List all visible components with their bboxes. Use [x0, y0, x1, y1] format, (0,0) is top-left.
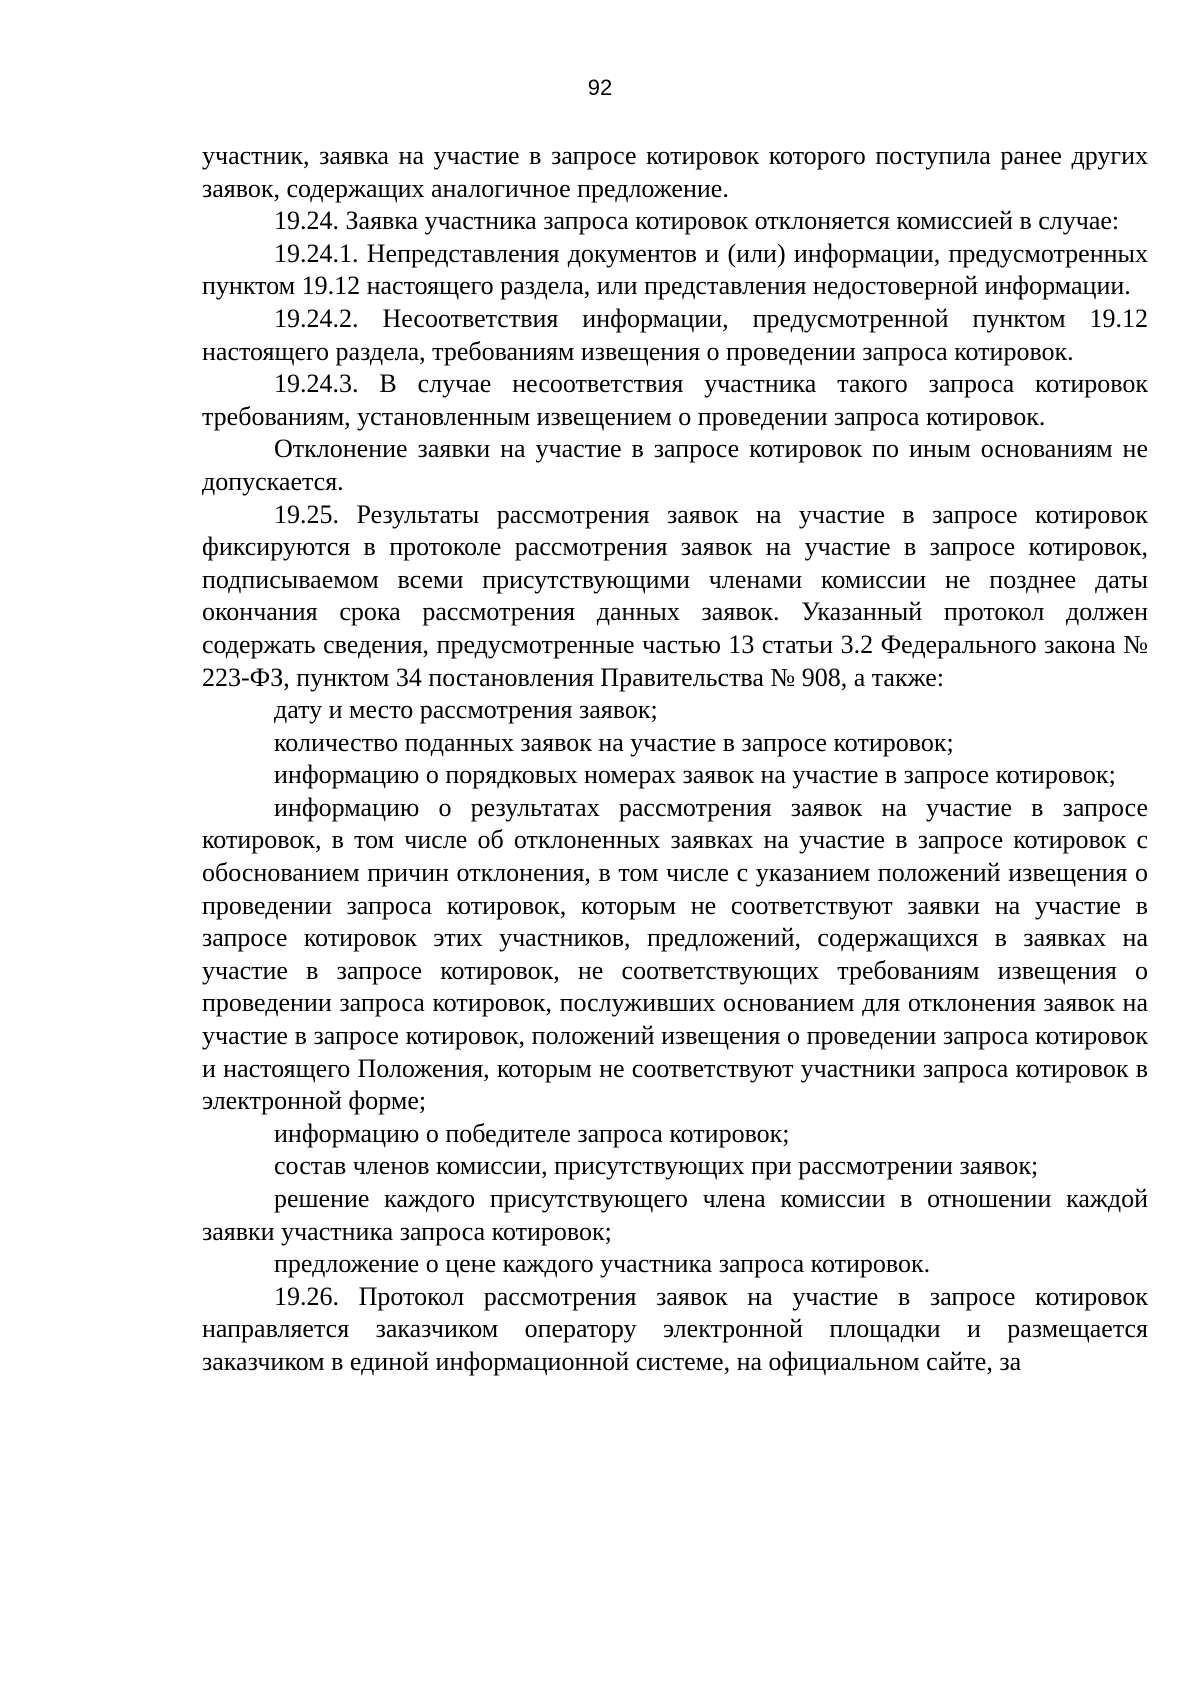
list-item-count: количество поданных заявок на участие в запросе котировок;: [274, 727, 954, 757]
list-item-serial-numbers: информацию о порядковых номерах заявок на участие в запросе котировок;: [274, 760, 1116, 790]
paragraph-continuation: участник, заявка на участие в запросе котировок которого поступила ранее других заявок, содержащих аналогичное предложение.: [202, 141, 1148, 203]
paragraph-19-26: 19.26. Протокол рассмотрения заявок на участие в запросе котировок направляется заказчиком оператору электронной площадки и размещается заказчиком в единой информационной системе, на официальном сайте, за: [202, 1281, 1148, 1376]
document-body: [202, 140, 1148, 1379]
paragraph-19-24-2: 19.24.2. Несоответствия информации, предусмотренной пунктом 19.12 настоящего раздела, требованиям извещения о проведении запроса котировок.: [202, 303, 1148, 366]
paragraph-19-25: 19.25. Результаты рассмотрения заявок на участие в запросе котировок фиксируются в протоколе рассмотрения заявок на участие в запросе котировок, подписываемом всеми присутствующими членами комиссии не позднее даты окончания срока рассмотрения данных заявок. Указанный протокол должен содержать сведения, предусмотренные частью 13 статьи 3.2 Федерального закона № 223-ФЗ, пунктом 34 постановления Правительства № 908, а также:: [202, 499, 1148, 692]
paragraph-rejection-note: Отклонение заявки на участие в запросе котировок по иным основаниям не допускается.: [202, 434, 1148, 496]
list-item-winner: информацию о победителе запроса котировок;: [274, 1118, 790, 1148]
list-item-date-place: дату и место рассмотрения заявок;: [274, 695, 658, 725]
list-item-member-decisions: решение каждого присутствующего члена комиссии в отношении каждой заявки участника запроса котировок;: [202, 1184, 1148, 1246]
list-item-price-offers: предложение о цене каждого участника запроса котировок.: [274, 1249, 931, 1279]
paragraph-19-24-3: 19.24.3. В случае несоответствия участника такого запроса котировок требованиям, установленным извещением о проведении запроса котировок.: [202, 369, 1148, 431]
paragraph-19-24: 19.24. Заявка участника запроса котировок отклоняется комиссией в случае:: [274, 206, 1120, 236]
list-item-commission: состав членов комиссии, присутствующих при рассмотрении заявок;: [274, 1151, 1039, 1181]
list-item-review-results: информацию о результатах рассмотрения заявок на участие в запросе котировок, в том числе об отклоненных заявках на участие в запросе котировок с обоснованием причин отклонения, в том числе с указанием положений извещения о проведении запроса котировок, которым не соответствуют заявки на участие в запросе котировок этих участников, предложений, содержащихся в заявках на участие в запросе котировок, не соответствующих требованиям извещения о проведении запроса котировок, послуживших основанием для отклонения заявок на участие в запросе котировок, положений извещения о проведении запроса котировок и настоящего Положения, которым не соответствуют участники запроса котировок в электронной форме;: [202, 792, 1148, 1116]
page-number: 92: [587, 75, 613, 100]
paragraph-19-24-1: 19.24.1. Непредставления документов и (или) информации, предусмотренных пунктом 19.12 настоящего раздела, или представления недостоверной информации.: [202, 238, 1148, 301]
